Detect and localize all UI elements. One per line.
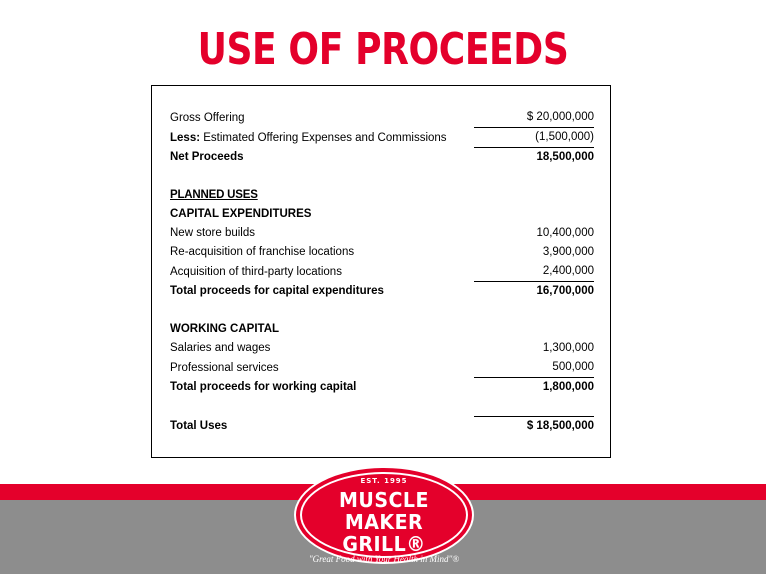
row-amount (474, 205, 594, 224)
row-label: Total proceeds for working capital (170, 381, 357, 393)
table-spacer-row (170, 397, 594, 417)
spacer-cell (474, 167, 594, 186)
muscle-maker-grill-logo (294, 466, 474, 564)
row-label: Re-acquisition of franchise locations (170, 246, 355, 258)
row-amount: 1,300,000 (542, 342, 594, 354)
section-heading-planned-uses (170, 186, 474, 205)
table-row (170, 358, 594, 378)
logo-line-2: MAKER (344, 510, 424, 534)
row-label: Salaries and wages (170, 342, 271, 354)
section-heading-capital-expenditures: CAPITAL EXPENDITURES (170, 208, 312, 220)
row-amount: 3,900,000 (542, 246, 594, 258)
spacer-cell (474, 301, 594, 320)
row-label: New store builds (170, 227, 256, 239)
table-row (170, 339, 594, 358)
table-spacer-row (170, 301, 594, 320)
spacer-cell (170, 397, 474, 417)
row-amount: 18,500,000 (474, 148, 594, 168)
row-label-prefix: Less: (170, 131, 201, 144)
spacer-cell (474, 397, 594, 417)
table-row (170, 186, 594, 205)
table-row (170, 205, 594, 224)
spacer-cell (170, 167, 474, 186)
row-amount (474, 186, 594, 205)
table-row (170, 108, 594, 128)
row-label: Total proceeds for capital expenditures (170, 285, 384, 297)
table-row (170, 282, 594, 302)
row-amount: 2,400,000 (542, 265, 594, 277)
page-title: USE OF PROCEEDS (197, 24, 569, 75)
table-row (170, 417, 594, 437)
row-amount: 10,400,000 (536, 227, 594, 239)
row-label: Gross Offering (170, 111, 245, 124)
row-amount: 1,800,000 (474, 378, 594, 398)
table-spacer-row (170, 167, 594, 186)
row-label: Professional services (170, 361, 279, 374)
use-of-proceeds-table (170, 108, 594, 436)
logo-tagline: "Great Food with Your Health in Mind"® (308, 554, 460, 564)
section-heading-label: PLANNED USES (170, 189, 258, 201)
use-of-proceeds-table-container (151, 85, 611, 458)
row-amount: 16,700,000 (474, 282, 594, 302)
row-label: Net Proceeds (170, 151, 244, 163)
row-amount: (1,500,000) (474, 128, 594, 148)
logo-line-3: GRILL® (342, 532, 426, 556)
row-amount (474, 320, 594, 339)
table-row (170, 320, 594, 339)
table-row (170, 262, 594, 282)
row-label-rest: Estimated Offering Expenses and Commissions (200, 131, 447, 144)
row-label (170, 128, 474, 148)
table-row (170, 243, 594, 262)
row-amount: $ 20,000,000 (526, 111, 594, 123)
logo-line-1: MUSCLE (339, 488, 429, 512)
table-row (170, 148, 594, 168)
table-row (170, 378, 594, 398)
logo-established-text: EST. 1995 (360, 477, 408, 485)
table-row (170, 128, 594, 148)
row-label: Total Uses (170, 420, 228, 432)
row-amount: $ 18,500,000 (474, 417, 594, 437)
row-amount: 500,000 (552, 361, 594, 373)
spacer-cell (170, 301, 474, 320)
section-heading-working-capital: WORKING CAPITAL (170, 323, 280, 335)
table-row (170, 224, 594, 243)
row-label: Acquisition of third-party locations (170, 265, 342, 278)
